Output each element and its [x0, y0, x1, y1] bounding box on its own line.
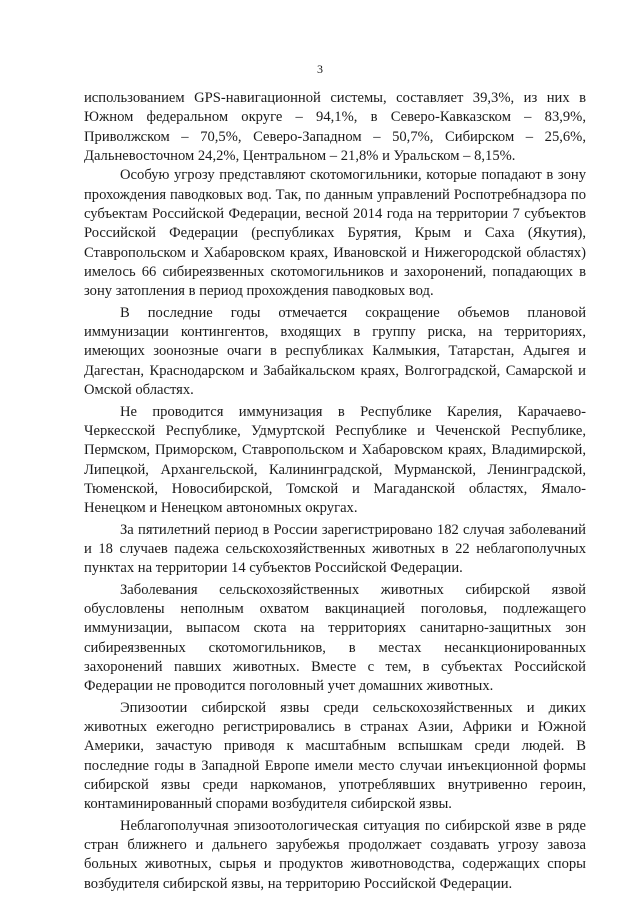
paragraph-import-threat: Неблагополучная эпизоотологическая ситуация по сибирской язве в ряде стран ближнего и дальнего зарубежья продолжает создавать угрозу завоза больных животных, сырья и продуктов животноводства, содержащих споры возбудителя сибирской язвы, на территорию Российской Федерации.	[84, 817, 586, 892]
paragraph-disease-causes: Заболевания сельскохозяйственных животных сибирской язвой обусловлены неполным охватом вакцинацией поголовья, подлежащего иммунизации, выпасом скота на территориях санитарно-защитных зон сибиреязвенных скотомогильников, в местах несанкционированных захоронений павших животных. Вместе с тем, в субъектах Российской Федерации не проводится поголовный учет домашних животных.	[84, 581, 586, 695]
paragraph-gps-navigation: использованием GPS-навигационной системы, составляет 39,3%, из них в Южном федеральном округе – 94,1%, в Северо-Кавказском – 83,9%, Приволжском – 70,5%, Северо-Западном – 50,7%, Сибирском – 25,6%, Дальневосточном 24,2%, Центральном – 21,8% и Уральском – 8,15%.	[84, 90, 586, 165]
paragraph-immunization-decline: В последние годы отмечается сокращение объемов плановой иммунизации контингентов, входящих в группу риска, на территориях, имеющих зоонозные очаги в республиках Калмыкия, Татарстан, Адыгея и Дагестан, Краснодарском и Забайкальском краях, Волгоградской, Самарской и Омской областях.	[84, 304, 586, 399]
paragraph-cattle-burial-grounds: Особую угрозу представляют скотомогильники, которые попадают в зону прохождения паводковых вод. Так, по данным управлений Роспотребнадзора по субъектам Российской Федерации, весной 2014 года на территории 7 субъектов Российской Федерации (республиках Бурятия, Крым и Саха (Якутия), Ставропольском и Хабаровском краях, Ивановской и Нижегородской областях) имелось 66 сибиреязвенных скотомогильников и захоронений, попадающих в зону затопления в период прохождения паводковых вод.	[84, 167, 586, 300]
paragraph-no-immunization-regions: Не проводится иммунизация в Республике Карелия, Карачаево-Черкесской Республике, Удмуртской Республике и Чеченской Республике, Пермском, Приморском, Ставропольском и Хабаровском краях, Владимирской, Липецкой, Архангельской, Калининградской, Мурманской, Ленинградской, Тюменской, Новосибирской, Томской и Магаданской областях, Ямало-Ненецком и Ненецком автономных округах.	[84, 403, 586, 517]
document-body	[84, 89, 586, 894]
page-number: 3	[317, 62, 323, 76]
paragraph-epizootics-abroad: Эпизоотии сибирской язвы среди сельскохозяйственных и диких животных ежегодно регистрировались в странах Азии, Африки и Южной Америки, зачастую приводя к масштабным вспышкам среди людей. В последние годы в Западной Европе имели место случаи инъекционной формы сибирской язвы среди наркоманов, употреблявших внутривенно героин, контаминированный спорами возбудителя сибирской язвы.	[84, 699, 586, 813]
paragraph-five-year-cases: За пятилетний период в России зарегистрировано 182 случая заболеваний и 18 случаев падежа сельскохозяйственных животных в 22 неблагополучных пунктах на территории 14 субъектов Российской Федерации.	[84, 521, 586, 577]
